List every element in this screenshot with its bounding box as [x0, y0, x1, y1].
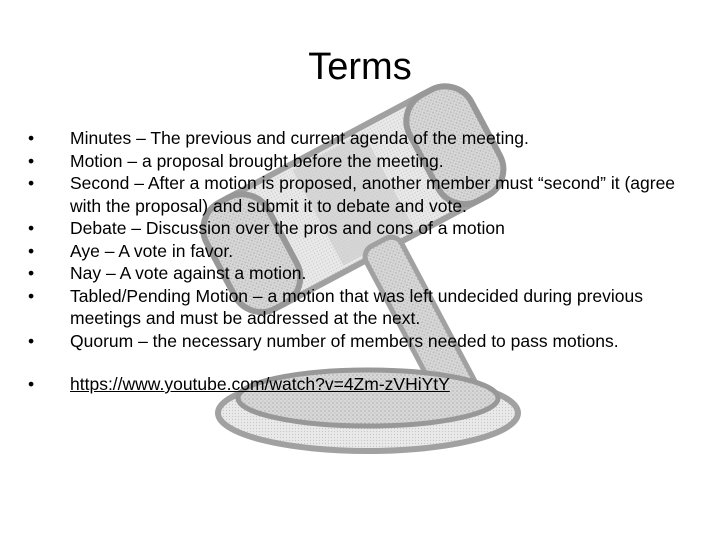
bullet-icon: • [28, 173, 35, 193]
bullet-icon: • [28, 330, 35, 351]
term-nay: Nay – A vote against a motion. [70, 263, 307, 283]
list-item [28, 285, 688, 330]
bullet-icon: • [28, 374, 35, 394]
bullet-icon: • [28, 263, 35, 283]
bullet-icon: • [28, 150, 35, 171]
bullet-icon: • [28, 128, 35, 148]
term-minutes: Minutes – The previous and current agenda of the meeting. [70, 128, 529, 148]
term-second: Second – After a motion is proposed, another member must “second” it (agree with the proposal) and submit it to debate and vote. [70, 173, 676, 216]
list-item [28, 240, 688, 263]
term-motion: Motion – a proposal brought before the meeting. [70, 150, 444, 171]
term-tabled-motion: Tabled/Pending Motion – a motion that was left undecided during previous meetings and must be addressed at the next. [70, 285, 644, 328]
list-item [28, 127, 688, 150]
list-item [28, 217, 688, 240]
list-item [28, 262, 688, 285]
slide-title: Terms [308, 46, 412, 88]
terms-list [28, 127, 688, 396]
list-item [28, 150, 688, 173]
term-aye: Aye – A vote in favor. [70, 240, 234, 261]
term-quorum: Quorum – the necessary number of members needed to pass motions. [70, 330, 619, 351]
list-item [28, 172, 688, 217]
list-item [28, 330, 688, 353]
list-item-link [28, 373, 688, 396]
bullet-icon: • [28, 218, 35, 238]
bullet-icon: • [28, 285, 35, 306]
youtube-link[interactable]: https://www.youtube.com/watch?v=4Zm-zVHiYtY [70, 374, 450, 394]
term-debate: Debate – Discussion over the pros and cons of a motion [70, 218, 505, 238]
bullet-icon: • [28, 240, 35, 261]
